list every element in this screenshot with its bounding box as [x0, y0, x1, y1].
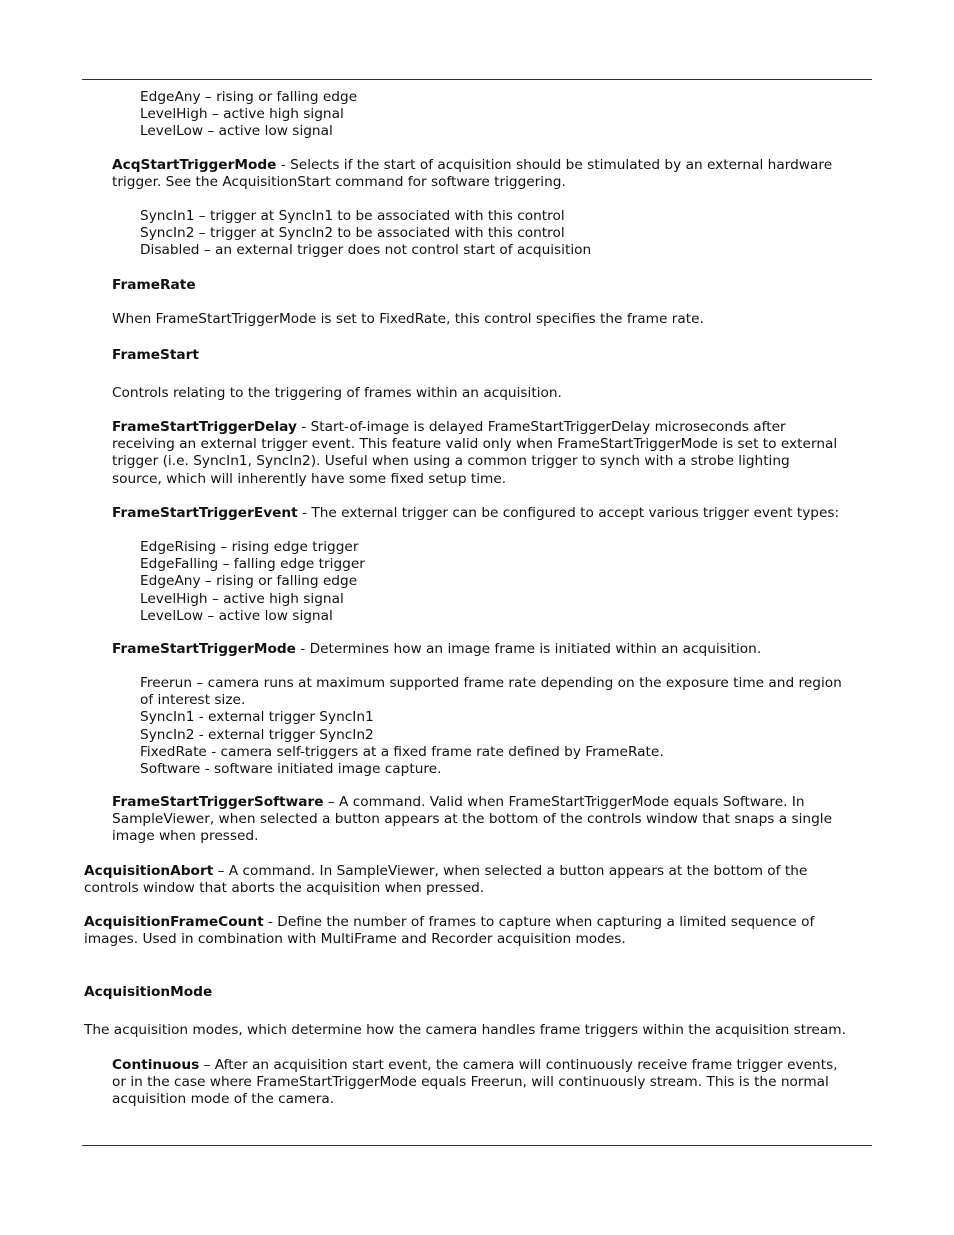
list-item: LevelHigh – active high signal [140, 106, 344, 123]
acquisition-mode-description: The acquisition modes, which determine how the camera handles frame triggers within the acquisition stream. [84, 1022, 846, 1038]
definition-text: trigger (i.e. SyncIn1, SyncIn2). Useful when using a common trigger to synch with a strobe lighting [112, 453, 790, 470]
frame-start-trigger-delay-paragraph [112, 419, 837, 488]
list-item: EdgeRising – rising edge trigger [140, 539, 359, 555]
term-frame-start-trigger-mode: FrameStartTriggerMode [112, 641, 296, 657]
acq-start-trigger-mode-options [140, 208, 591, 260]
list-item: SyncIn2 - external trigger SyncIn2 [140, 726, 374, 743]
definition-text: – After an acquisition start event, the camera will continuously receive frame trigger events, [199, 1057, 838, 1073]
acquisition-frame-count-paragraph [84, 914, 814, 948]
definition-text: SampleViewer, when selected a button appears at the bottom of the controls window that snaps a single [112, 811, 833, 828]
definition-text: trigger. See the AcquisitionStart command for software triggering. [112, 174, 566, 191]
definition-text: receiving an external trigger event. This feature valid only when FrameStartTriggerMode is set to external [112, 436, 838, 453]
frame-start-trigger-mode-options [140, 675, 842, 778]
frame-start-trigger-software-paragraph [112, 794, 832, 846]
list-item: LevelLow – active low signal [140, 607, 333, 624]
acq-start-trigger-mode-paragraph [112, 157, 832, 191]
frame-start-trigger-event-options [140, 539, 365, 625]
definition-text: images. Used in combination with MultiFrame and Recorder acquisition modes. [84, 931, 626, 948]
frame-start-trigger-event-paragraph [112, 505, 839, 522]
continuous-paragraph [112, 1057, 838, 1109]
term-frame-start-trigger-software: FrameStartTriggerSoftware [112, 794, 324, 810]
header-rule [82, 79, 872, 80]
frame-rate-description: When FrameStartTriggerMode is set to FixedRate, this control specifies the frame rate. [112, 311, 704, 327]
footer-rule [82, 1145, 872, 1146]
section-heading-acquisition-mode: AcquisitionMode [84, 984, 213, 1000]
list-item: Freerun – camera runs at maximum supported frame rate depending on the exposure time and region [140, 675, 842, 691]
frame-start-trigger-mode-paragraph [112, 641, 761, 658]
definition-text: image when pressed. [112, 828, 259, 845]
list-item: Disabled – an external trigger does not control start of acquisition [140, 242, 592, 259]
term-frame-start-trigger-event: FrameStartTriggerEvent [112, 505, 298, 521]
section-heading-frame-rate: FrameRate [112, 277, 196, 293]
definition-text: source, which will inherently have some fixed setup time. [112, 470, 507, 487]
definition-text: – A command. Valid when FrameStartTriggerMode equals Software. In [323, 794, 805, 810]
definition-text: - The external trigger can be configured to accept various trigger event types: [297, 505, 840, 521]
list-item: SyncIn1 - external trigger SyncIn1 [140, 709, 374, 726]
list-item: FixedRate - camera self-triggers at a fixed frame rate defined by FrameRate. [140, 743, 664, 760]
list-item: of interest size. [140, 692, 246, 709]
definition-text: controls window that aborts the acquisition when pressed. [84, 880, 485, 897]
definition-text: acquisition mode of the camera. [112, 1091, 335, 1108]
list-item: EdgeAny – rising or falling edge [140, 573, 358, 590]
list-item: SyncIn2 – trigger at SyncIn2 to be associated with this control [140, 225, 565, 242]
acquisition-abort-paragraph [84, 863, 807, 897]
term-acquisition-abort: AcquisitionAbort [84, 863, 214, 879]
list-item: Software - software initiated image capture. [140, 761, 442, 778]
frame-start-description: Controls relating to the triggering of frames within an acquisition. [112, 385, 562, 401]
list-item: EdgeFalling – falling edge trigger [140, 556, 365, 573]
term-continuous: Continuous [112, 1057, 200, 1073]
term-acquisition-frame-count: AcquisitionFrameCount [84, 914, 264, 930]
top-options-list [140, 89, 357, 141]
definition-text: - Start-of-image is delayed FrameStartTriggerDelay microseconds after [296, 419, 786, 435]
term-acq-start-trigger-mode: AcqStartTriggerMode [112, 157, 277, 173]
definition-text: - Selects if the start of acquisition should be stimulated by an external hardware [276, 157, 833, 173]
definition-text: or in the case where FrameStartTriggerMode equals Freerun, will continuously stream. This is the normal [112, 1074, 829, 1091]
list-item: LevelHigh – active high signal [140, 590, 344, 607]
definition-text: - Define the number of frames to capture when capturing a limited sequence of [263, 914, 815, 930]
list-item: LevelLow – active low signal [140, 123, 333, 140]
list-item: SyncIn1 – trigger at SyncIn1 to be associated with this control [140, 208, 565, 224]
section-heading-frame-start: FrameStart [112, 347, 199, 363]
list-item: EdgeAny – rising or falling edge [140, 89, 358, 105]
definition-text: – A command. In SampleViewer, when selected a button appears at the bottom of the [213, 863, 808, 879]
term-frame-start-trigger-delay: FrameStartTriggerDelay [112, 419, 297, 435]
definition-text: - Determines how an image frame is initiated within an acquisition. [295, 641, 762, 657]
